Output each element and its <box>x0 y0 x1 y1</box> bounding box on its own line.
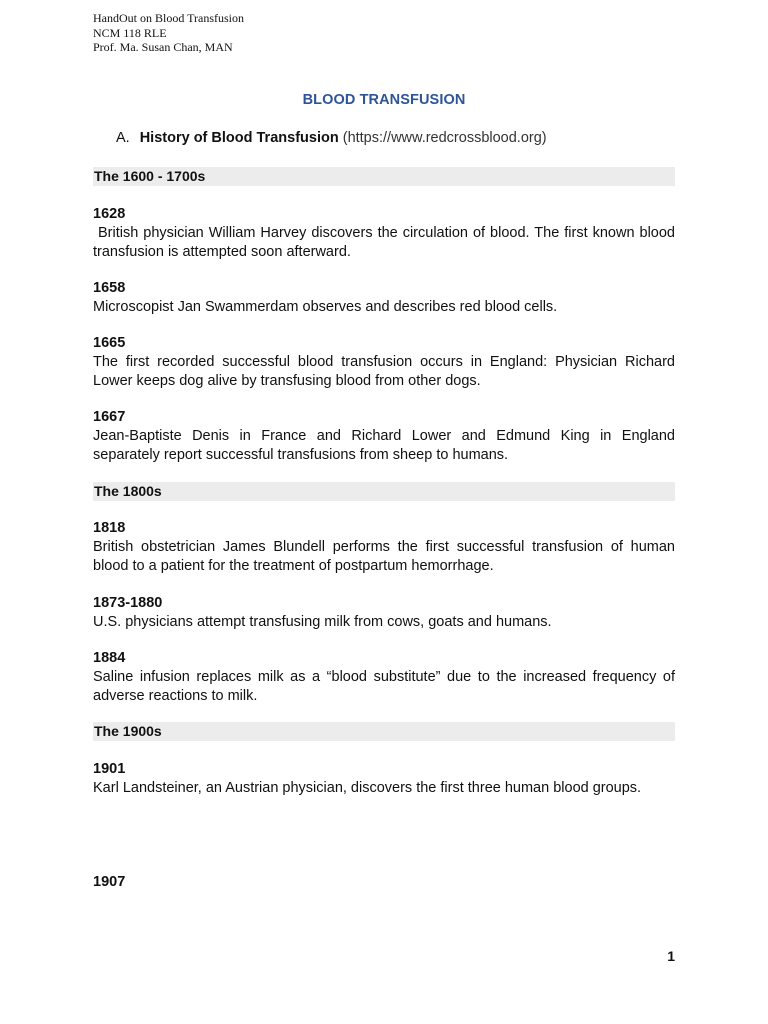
entry-year: 1873-1880 <box>93 595 163 611</box>
header-line-professor: Prof. Ma. Susan Chan, MAN <box>93 40 233 54</box>
timeline-entry-1907 <box>93 873 675 892</box>
header-line-course: NCM 118 RLE <box>93 25 167 40</box>
entry-year: 1658 <box>93 280 126 296</box>
entry-year: 1818 <box>93 520 126 536</box>
header-line-title: HandOut on Blood Transfusion <box>93 11 245 25</box>
entry-text: British physician William Harvey discovers the circulation of blood. The first known blood transfusion is attempted soon afterward. <box>93 225 680 260</box>
section-source-open: ( <box>342 130 348 146</box>
timeline-entry-1901 <box>93 760 675 798</box>
entry-text: Jean-Baptiste Denis in France and Richard Lower and Edmund King in England separately report successful transfusions from sheep to humans. <box>93 428 675 463</box>
entry-text: The first recorded successful blood transfusion occurs in England: Physician Richard Lower keeps dog alive by transfusing blood from other dogs. <box>93 354 675 389</box>
timeline-entry-1667 <box>93 408 675 465</box>
section-source <box>343 130 547 146</box>
era-band-1800s: The 1800s <box>93 482 675 501</box>
timeline-entry-1665 <box>93 334 675 391</box>
era-band-1600s: The 1600 - 1700s <box>93 167 675 186</box>
section-source-url: https://www.redcrossblood.org) <box>347 130 547 146</box>
entry-year: 1907 <box>93 874 126 890</box>
entry-year: 1901 <box>93 761 126 777</box>
timeline-entry-1818 <box>93 519 675 576</box>
section-title: History of Blood Transfusion <box>139 130 339 146</box>
section-a-heading <box>116 130 547 146</box>
era-band-1900s: The 1900s <box>93 722 675 741</box>
document-header <box>93 11 244 55</box>
page-number: 1 <box>667 948 675 964</box>
timeline-entry-1873-1880 <box>93 594 675 632</box>
timeline-entry-1658 <box>93 279 675 317</box>
entry-year: 1884 <box>93 650 126 666</box>
page-title: BLOOD TRANSFUSION <box>302 92 466 108</box>
entry-year: 1665 <box>93 335 126 351</box>
entry-text: Karl Landsteiner, an Austrian physician, discovers the first three human blood groups. <box>93 780 642 796</box>
section-letter: A. <box>116 130 130 146</box>
entry-text: Microscopist Jan Swammerdam observes and describes red blood cells. <box>93 299 558 315</box>
entry-year: 1667 <box>93 409 126 425</box>
entry-text: British obstetrician James Blundell performs the first successful transfusion of human blood to a patient for the treatment of postpartum hemorrhage. <box>93 539 675 574</box>
timeline-entry-1884 <box>93 649 675 706</box>
entry-text: U.S. physicians attempt transfusing milk from cows, goats and humans. <box>93 614 552 630</box>
entry-year: 1628 <box>93 206 126 222</box>
timeline-entry-1628 <box>93 205 680 262</box>
entry-text: Saline infusion replaces milk as a “blood substitute” due to the increased frequency of adverse reactions to milk. <box>93 669 675 704</box>
